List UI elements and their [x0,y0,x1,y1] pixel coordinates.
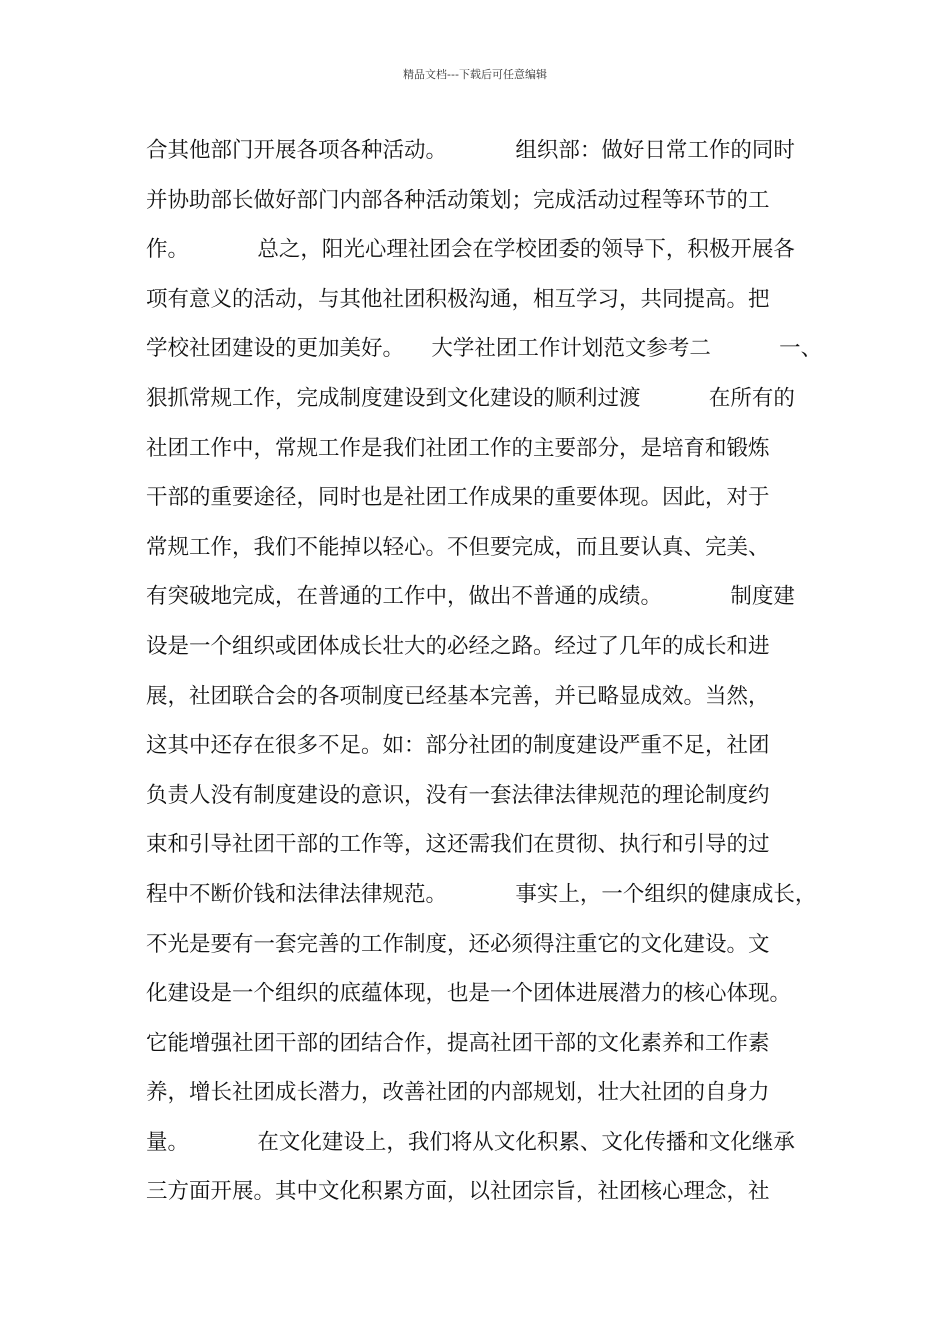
text-line: 作。 总之，阳光心理社团会在学校团委的领导下，积极开展各 [146,237,795,263]
text-line: 负责人没有制度建设的意识，没有一套法律法律规范的理论制度约 [146,782,770,808]
text-line: 有突破地完成，在普通的工作中，做出不普通的成绩。 制度建 [146,584,795,610]
text-line: 项有意义的活动，与其他社团积极沟通，相互学习，共同提高。把 [146,286,770,312]
text-line: 学校社团建设的更加美好。 大学社团工作计划范文参考二 一、 [146,336,823,362]
text-line: 化建设是一个组织的底蕴体现，也是一个团体进展潜力的核心体现。 [146,981,792,1007]
text-line: 设是一个组织或团体成长壮大的必经之路。经过了几年的成长和进 [146,633,770,659]
text-line: 程中不断价钱和法律法律规范。 事实上，一个组织的健康成长， [146,881,817,907]
text-line: 干部的重要途径，同时也是社团工作成果的重要体现。因此，对于 [146,485,770,511]
text-line: 不光是要有一套完善的工作制度，还必须得注重它的文化建设。文 [146,931,770,957]
text-line: 它能增强社团干部的团结合作，提高社团干部的文化素养和工作素 [146,1030,770,1056]
text-line: 养，增长社团成长潜力，改善社团的内部规划，壮大社团的自身力 [146,1080,770,1106]
text-line: 这其中还存在很多不足。如：部分社团的制度建设严重不足，社团 [146,733,770,759]
text-line: 三方面开展。其中文化积累方面，以社团宗旨，社团核心理念，社 [146,1179,770,1205]
page-header: 精品文档---下载后可任意编辑 [403,68,547,81]
text-line: 社团工作中，常规工作是我们社团工作的主要部分，是培育和锻炼 [146,435,770,461]
text-line: 并协助部长做好部门内部各种活动策划；完成活动过程等环节的工 [146,187,770,213]
text-line: 常规工作，我们不能掉以轻心。不但要完成，而且要认真、完美、 [146,534,770,560]
text-line: 合其他部门开展各项各种活动。 组织部：做好日常工作的同时 [146,138,795,163]
text-line: 狠抓常规工作，完成制度建设到文化建设的顺利过渡 在所有的 [146,385,795,411]
body-text [146,132,826,1223]
text-line: 量。 在文化建设上，我们将从文化积累、文化传播和文化继承 [146,1129,795,1155]
text-line: 展，社团联合会的各项制度已经基本完善，并已略显成效。当然， [146,683,770,709]
text-line: 束和引导社团干部的工作等，这还需我们在贯彻、执行和引导的过 [146,832,770,858]
